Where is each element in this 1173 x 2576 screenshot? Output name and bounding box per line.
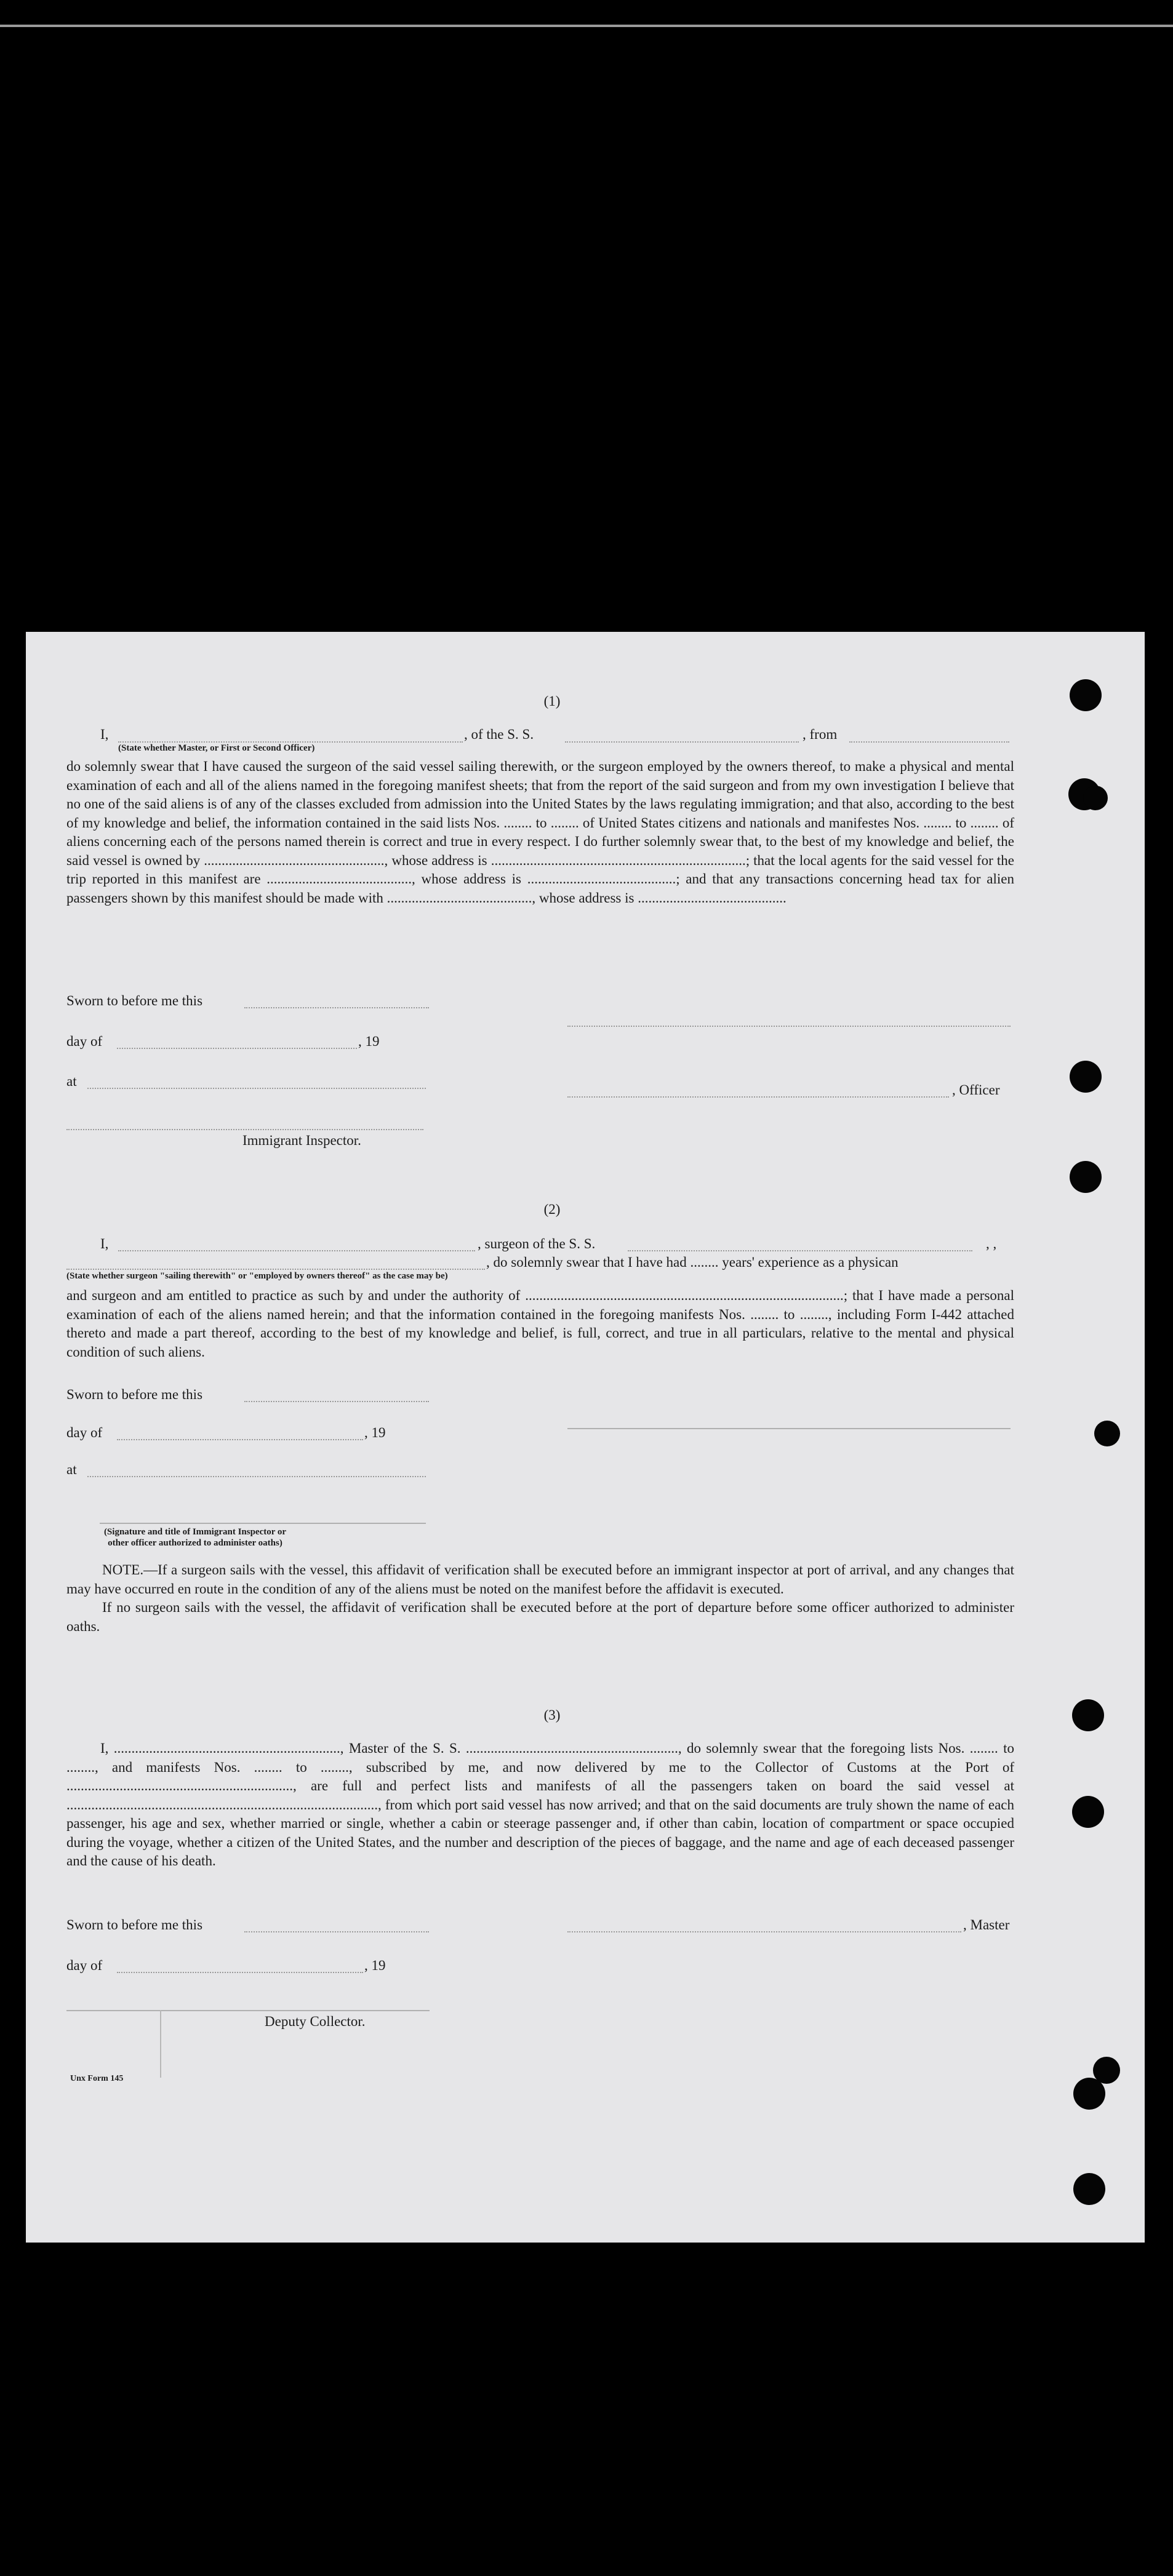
month-field [117,1972,363,1973]
day-of-label: day of [66,1034,103,1049]
officer-rank-note: (State whether Master, or First or Second Officer) [118,743,315,753]
punch-hole [1072,1699,1104,1731]
section1-i-label: I, [100,727,109,742]
signature-line [567,1026,1011,1027]
officer-label: , Officer [952,1082,1000,1098]
manifest-affidavit-page [26,632,1145,2243]
master-label: , Master [963,1917,1010,1932]
note-paragraph [66,1561,1014,1636]
surgeon-of-ss-label: , surgeon of the S. S. [478,1236,596,1251]
section1-oath-paragraph [66,757,1014,907]
section3-oath-paragraph [66,1739,1014,1871]
form-number: Unx Form 145 [70,2074,124,2083]
sworn-date-field [244,1007,429,1008]
surgeon-experience-text: , do solemnly swear that I have had ........ years' experience as a physican [486,1254,899,1270]
master-signature-field [567,1931,961,1932]
departure-port-field [849,741,1009,743]
day-of-label: day of [66,1425,103,1440]
deputy-collector-label: Deputy Collector. [265,2014,366,2029]
punch-hole [1070,1161,1102,1193]
at-label: at [66,1074,77,1089]
punch-hole [1070,1061,1102,1093]
at-label: at [66,1462,77,1477]
sworn-label: Sworn to before me this [66,1387,203,1402]
sworn-date-field [244,1401,429,1402]
month-field [117,1439,363,1440]
sworn-label: Sworn to before me this [66,1917,203,1932]
signature-box-divider [160,2010,161,2078]
inspector-signature-field [66,1129,423,1130]
deputy-collector-line [66,2010,430,2011]
punch-hole [1073,2173,1105,2205]
of-the-ss-label: , of the S. S. [464,727,534,742]
note-text-1: NOTE.—If a surgeon sails with the vessel, this affidavit of verification shall be executed before an immigrant inspector at port of arrival, and any changes that may have occurred en route in the condition of any of the aliens must be noted on the manifest before the affidavit is executed. [66,1562,1014,1597]
day-of-label: day of [66,1958,103,1973]
location-field [87,1088,426,1089]
from-label: , from [803,727,838,742]
surgeon-signature-line [567,1428,1011,1429]
section2-i-label: I, [100,1236,109,1251]
punch-hole [1083,786,1108,810]
year-label: , 19 [364,1425,386,1440]
signature-title-note: (Signature and title of Immigrant Inspector or other officer authorized to administer oaths) [103,1527,287,1548]
microfilm-edge-line [0,25,1173,27]
section2-oath-paragraph [66,1286,1014,1362]
note-text-2: If no surgeon sails with the vessel, the affidavit of verification shall be executed before at the port of departure before some officer authorized to administer oaths. [66,1600,1014,1634]
comma-label: , , [986,1236,997,1251]
sworn-date-field [244,1931,429,1932]
punch-hole [1070,679,1102,711]
section-number: (1) [543,693,561,709]
vessel-name-field [565,741,799,743]
section-number: (2) [543,1202,561,1217]
officer-signature-field [567,1096,949,1098]
surgeon-name-field [118,1250,475,1251]
immigrant-inspector-label: Immigrant Inspector. [242,1133,361,1148]
punch-hole [1072,1796,1104,1828]
year-label: , 19 [358,1034,380,1049]
administering-officer-line [100,1523,426,1524]
vessel-name-field-2 [628,1250,972,1251]
section-number: (3) [543,1707,561,1723]
surgeon-status-note: (State whether surgeon "sailing therewith" or "employed by owners thereof" as the case may be) [66,1271,448,1281]
section2-oath-text: and surgeon and am entitled to practice as such by and under the authority of ..........................................................................................; that I have made a personal examination of each of the aliens named herein; and that the information contained in the foregoing manifests Nos. ........ to ........, including Form I-442 attached thereto and made a part thereof, according to the best of my knowledge and belief, is full, correct, and true in all particulars, relative to the mental and physical condition of such aliens. [66,1288,1014,1360]
section1-oath-text: do solemnly swear that I have caused the surgeon of the said vessel sailing therewith, or the surgeon employed by the owners thereof, to make a physical and mental examination of each and all of the aliens named in the foregoing manifest sheets; that from the report of the said surgeon and from my own investigation I believe that no one of the said aliens is of any of the classes excluded from admission into the United States by the laws regulating immigration; and that also, according to the best of my knowledge and belief, the information contained in the said lists Nos. ........ to ........ of United States citizens and nationals and manifestes Nos. ........ to ........ of aliens concerning each of the persons named therein is correct and true in every respect. I do further solemnly swear that, to the best of my knowledge and belief, the said vessel is owned by ..................................................., whose address is ........................................................................; that the local agents for the said vessel for the trip reported in this manifest are ........................................., whose address is ..........................................; and that any transactions concerning head tax for alien passengers shown by this manifest should be made with ........................................., whose address is .......................................... [66,759,1014,906]
punch-hole [1094,1421,1120,1446]
surgeon-status-field [66,1269,485,1270]
sworn-label: Sworn to before me this [66,993,203,1008]
punch-hole [1073,2078,1105,2110]
section3-oath-text: I, ................................................................, Master of the S. S. ............................................................, do solemnly swear that the foregoing lists Nos. ........ to ........, and manifests Nos. ........ to ........, subscribed by me, and now delivered by me to the Collector of Customs at the Port of ................................................................, are full and perfect lists and manifests of all the passengers taken on board the said vessel at ........................................................................................, from which port said vessel has now arrived; and that on the said documents are truly shown the name of each passenger, his age and sex, whether married or single, whether a cabin or steerage passenger and, if other than cabin, location of compartment or space occupied during the voyage, whether a citizen of the United States, and the number and description of the pieces of baggage, and the name and age of each deceased passenger and the cause of his death. [66,1741,1014,1868]
month-field [117,1048,357,1049]
location-field [87,1476,426,1477]
year-label: , 19 [364,1958,386,1973]
